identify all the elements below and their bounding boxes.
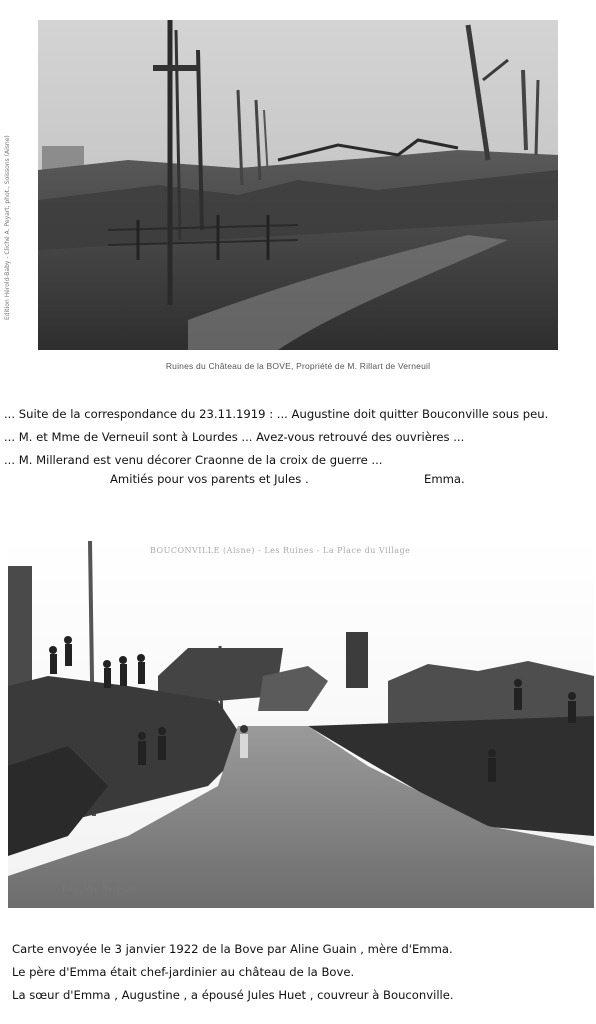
handwritten-line: Le père d'Emma était chef-jardinier au château de la Bove.: [12, 965, 355, 979]
handwritten-line: ... Suite de la correspondance du 23.11.1919 : ... Augustine doit quitter Bouconville sous peu.: [4, 407, 549, 421]
handwritten-line: ... M. Millerand est venu décorer Craonne de la croix de guerre ...: [4, 453, 383, 467]
bottom-postcard-title: BOUCONVILLE (Aisne) - Les Ruines - La Place du Village: [150, 546, 411, 555]
handwritten-line: ... M. et Mme de Verneuil sont à Lourdes ... Avez-vous retrouvé des ouvrières ...: [4, 430, 465, 444]
top-postcard-caption: Ruines du Château de la BOVE, Propriété de M. Rillart de Verneuil: [165, 361, 431, 371]
chateau-ruins-illustration: [38, 20, 558, 350]
handwritten-line: Amitiés pour vos parents et Jules .: [110, 472, 309, 486]
handwritten-line: La sœur d'Emma , Augustine , a épousé Jules Huet , couvreur à Bouconville.: [12, 988, 454, 1002]
bottom-postcard-editor: Edit. Vve Herblain: [62, 884, 138, 893]
village-ruins-photo: [8, 536, 594, 908]
chateau-ruins-photo: [38, 20, 558, 350]
village-ruins-illustration: [8, 536, 594, 908]
handwritten-signature: Emma.: [424, 472, 465, 486]
handwritten-line: Carte envoyée le 3 janvier 1922 de la Bove par Aline Guain , mère d'Emma.: [12, 942, 453, 956]
photo-credit: Edition Hérold-Baby - Cliché A. Peyart, phot., Soissons (Aisne): [4, 135, 11, 320]
